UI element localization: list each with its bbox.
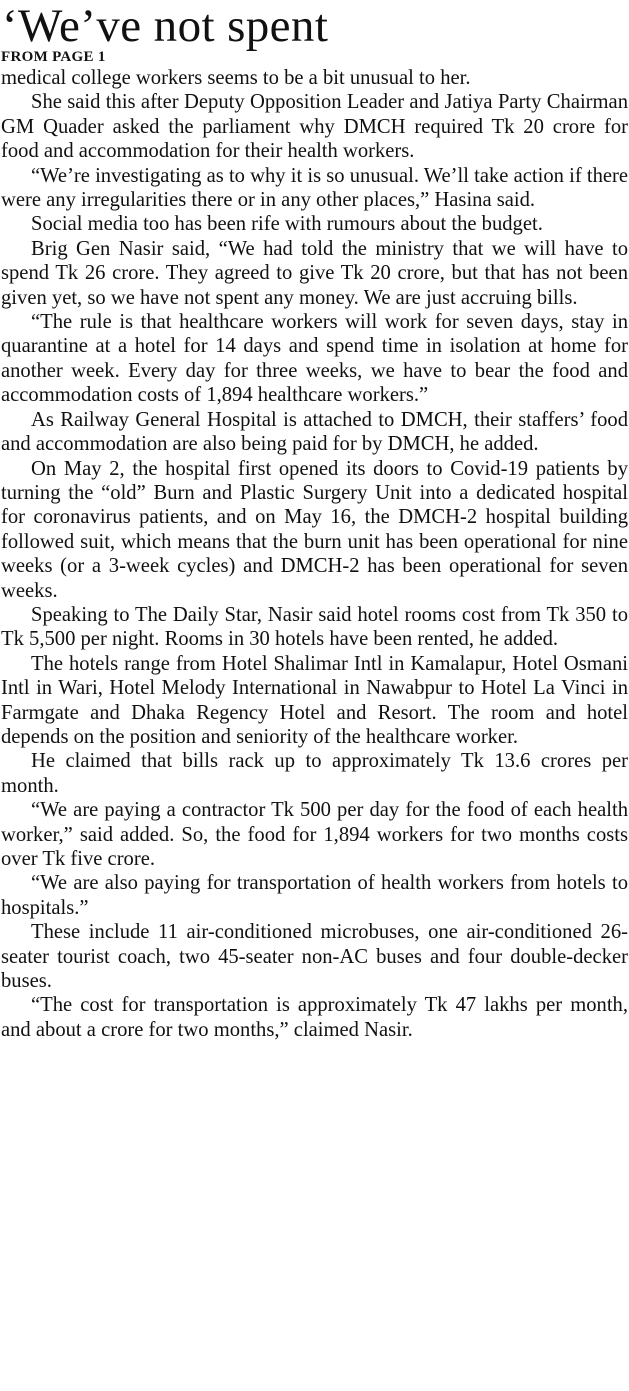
paragraph: As Railway General Hospital is attached to DMCH, their staffers’ food and accommodation are also being paid for by DMCH, he added. — [1, 408, 628, 456]
jump-line: FROM PAGE 1 — [1, 49, 106, 65]
paragraph: “The cost for transportation is approximately Tk 47 lakhs per month, and about a crore for two months,” claimed Nasir. — [1, 994, 628, 1041]
paragraph: “We are paying a contractor Tk 500 per day for the food of each health worker,” said added. So, the food for 1,894 workers for two months costs over Tk five crore. — [1, 799, 628, 870]
paragraph: “We’re investigating as to why it is so unusual. We’ll take action if there were any irregularities there or in any other places,” Hasina said. — [1, 164, 628, 212]
paragraph: medical college workers seems to be a bit unusual to her. — [1, 67, 471, 89]
article-body — [0, 66, 629, 1042]
paragraph: The hotels range from Hotel Shalimar Intl in Kamalapur, Hotel Osmani Intl in Wari, Hotel Melody International in Nawabpur to Hotel La Vinci in Farmgate and Dhaka Regency Hotel and Resort. The room and hotel depends on the position and seniority of the healthcare worker. — [1, 652, 628, 748]
paragraph: Speaking to The Daily Star, Nasir said hotel rooms cost from Tk 350 to Tk 5,500 per night. Rooms in 30 hotels have been rented, he added. — [1, 603, 628, 651]
paragraph: “We are also paying for transportation of health workers from hotels to hospitals.” — [1, 872, 628, 919]
headline: ‘We’ve not spent — [2, 0, 329, 52]
paragraph: Brig Gen Nasir said, “We had told the ministry that we will have to spend Tk 26 crore. They agreed to give Tk 20 crore, but that has not been given yet, so we have not spent any money. We are just accruing bills. — [1, 237, 628, 309]
paragraph: “The rule is that healthcare workers will work for seven days, stay in quarantine at a hotel for 14 days and spend time in isolation at home for another week. Every day for three weeks, we have to bear the food and accommodation costs of 1,894 healthcare workers.” — [1, 311, 628, 407]
paragraph: On May 2, the hospital first opened its doors to Covid-19 patients by turning the “old” Burn and Plastic Surgery Unit into a dedicated hospital for coronavirus patients, and on May 16, the DMCH-2 hospital building followed suit, which means that the burn unit has been operational for nine weeks (or a 3-week cycles) and DMCH-2 has been operational for seven weeks. — [1, 457, 628, 602]
paragraph: He claimed that bills rack up to approximately Tk 13.6 crores per month. — [1, 750, 628, 797]
paragraph: Social media too has been rife with rumours about the budget. — [31, 213, 543, 236]
paragraph: She said this after Deputy Opposition Leader and Jatiya Party Chairman GM Quader asked the parliament why DMCH required Tk 20 crore for food and accommodation for their health workers. — [1, 91, 628, 163]
paragraph: These include 11 air-conditioned microbuses, one air-conditioned 26-seater tourist coach, two 45-seater non-AC buses and four double-decker buses. — [1, 921, 628, 993]
